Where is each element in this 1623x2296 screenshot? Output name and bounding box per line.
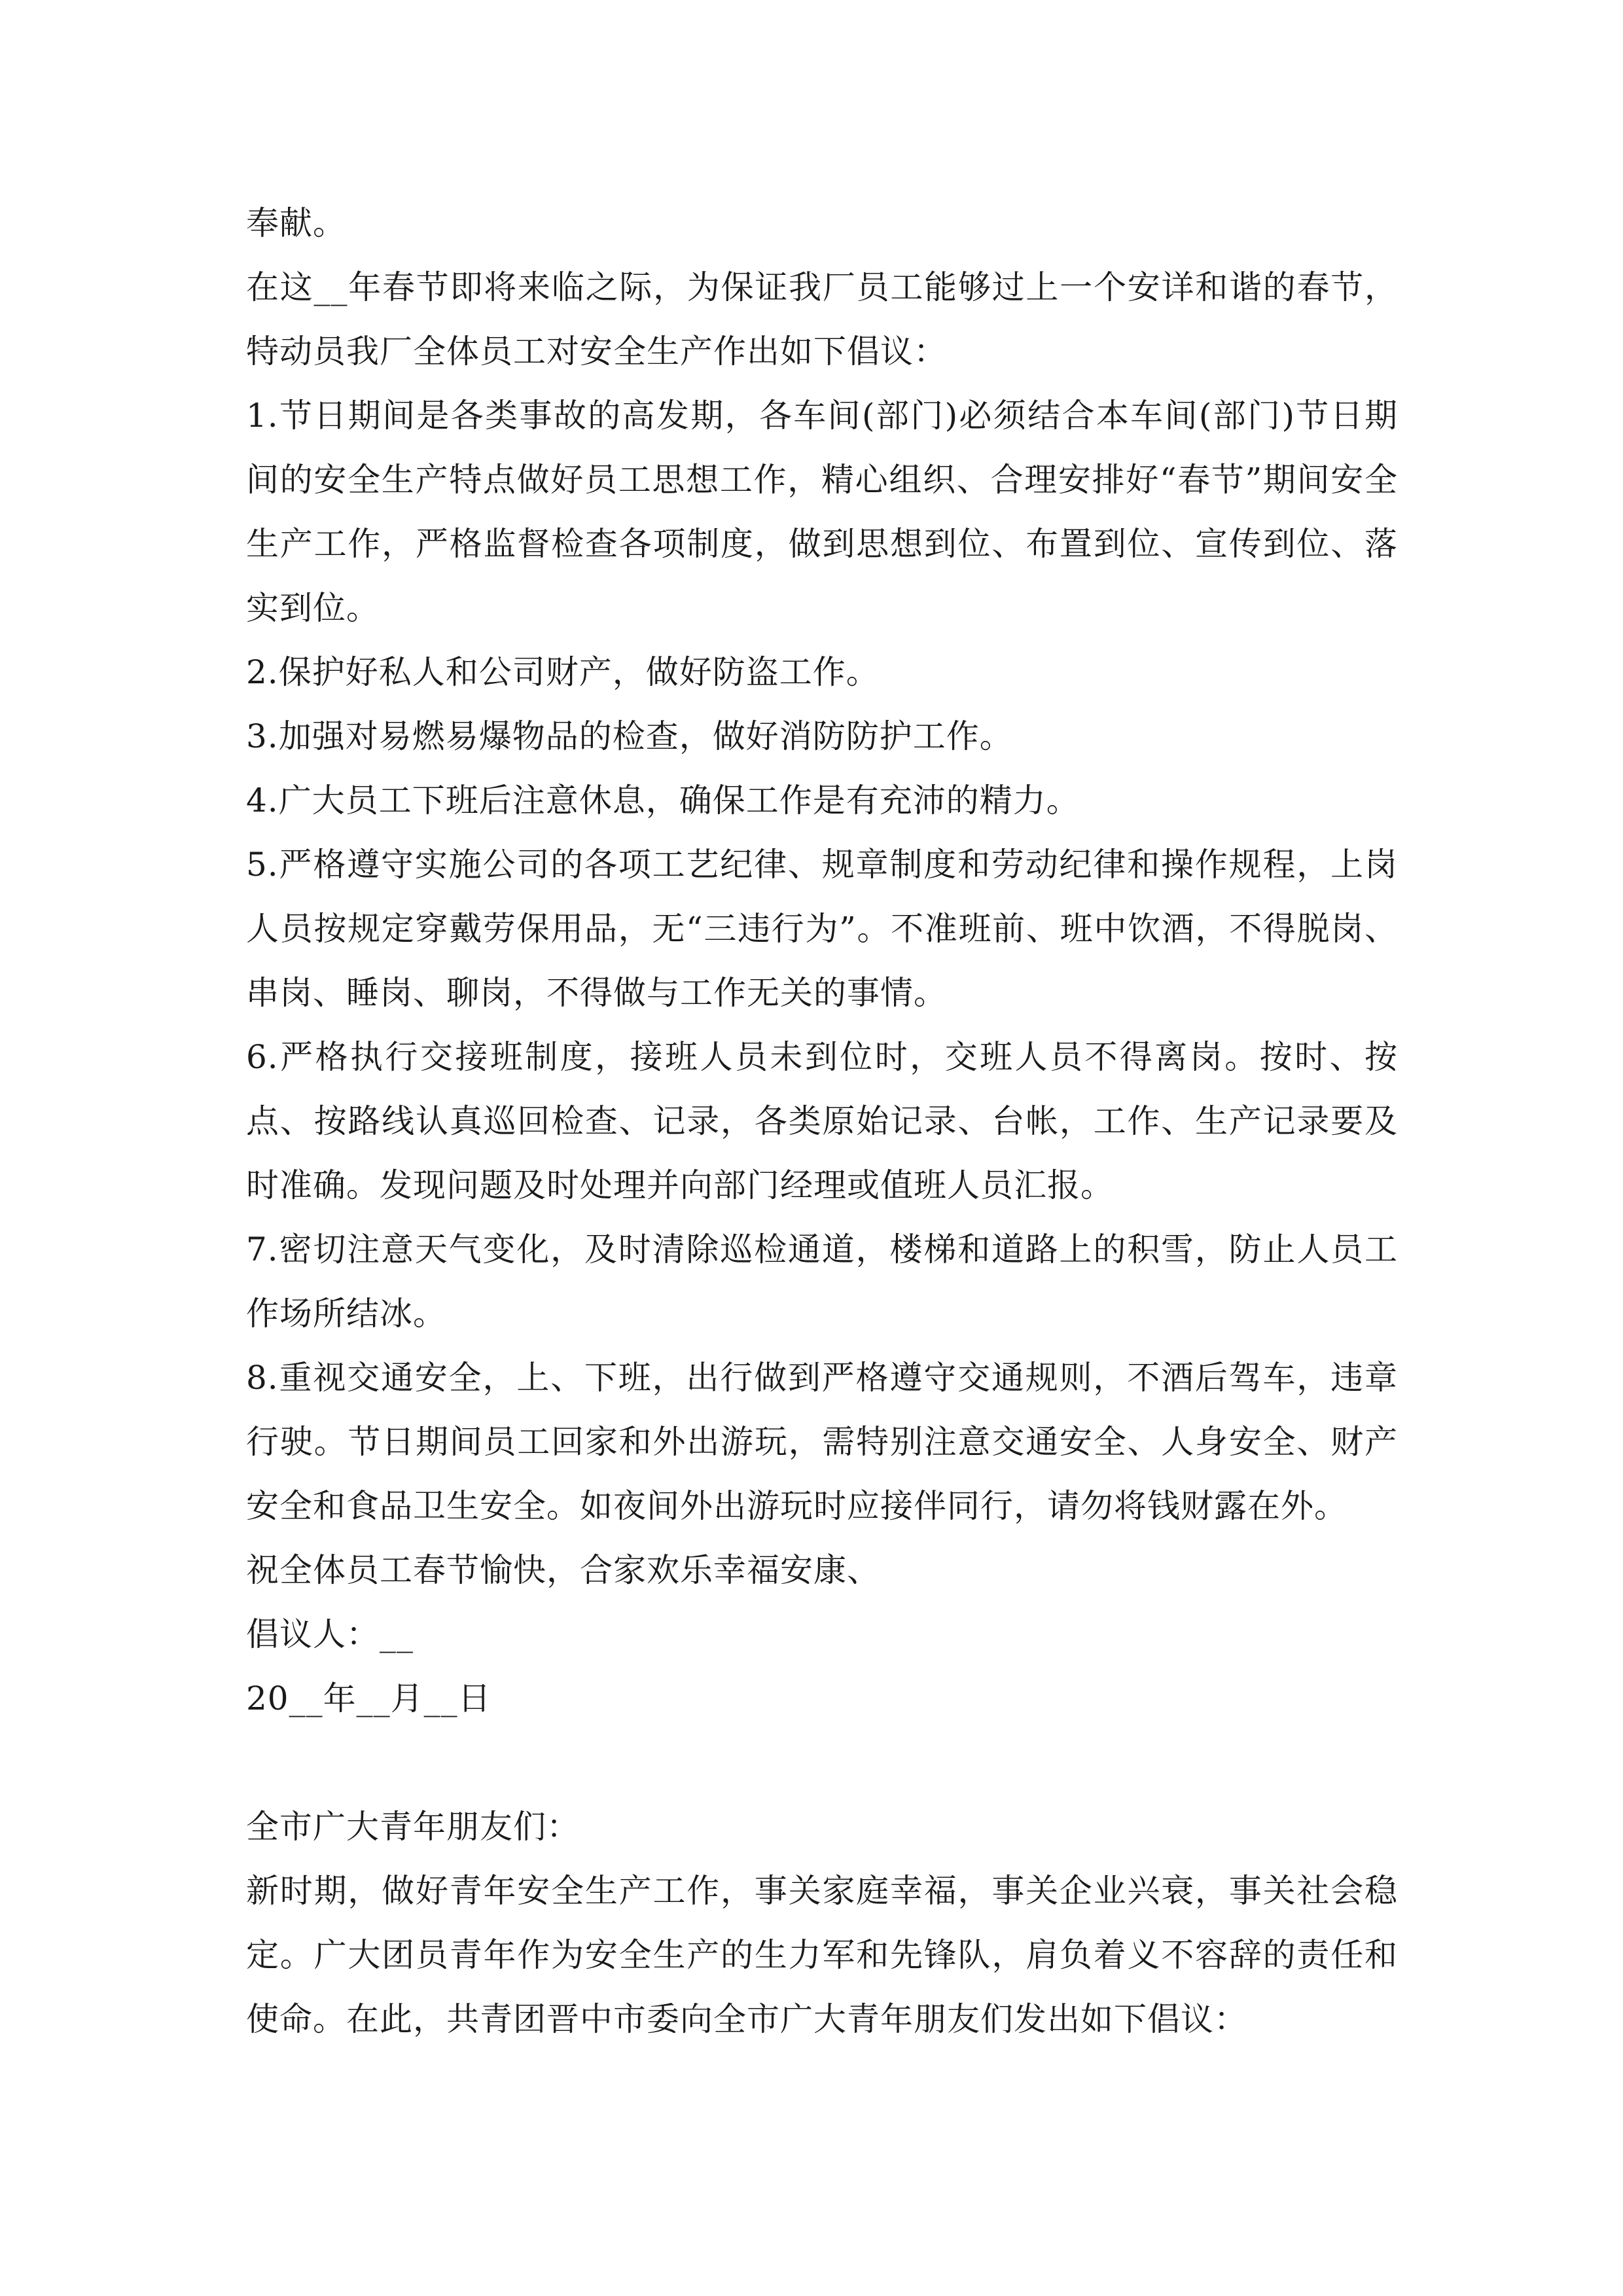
paragraph: 8.重视交通安全，上、下班，出行做到严格遵守交通规则，不酒后驾车，违章行驶。节日期间员工回家和外出游玩，需特别注意交通安全、人身安全、财产安全和食品卫生安全。如夜间外出游玩时应接伴同行，请勿将钱财露在外。 <box>246 1359 1398 1525</box>
signature-line: 倡议人：__ <box>246 1615 414 1653</box>
paragraph: 3.加强对易燃易爆物品的检查，做好消防防护工作。 <box>246 717 1013 755</box>
paragraph: 4.广大员工下班后注意休息，确保工作是有充沛的精力。 <box>246 781 1080 819</box>
paragraph: 6.严格执行交接班制度，接班人员未到位时，交班人员不得离岗。按时、按点、按路线认真巡回检查、记录，各类原始记录、台帐，工作、生产记录要及时准确。发现问题及时处理并向部门经理或值班人员汇报。 <box>246 1038 1398 1204</box>
date-line: 20__年__月__日 <box>246 1679 491 1717</box>
paragraph: 在这__年春节即将来临之际，为保证我厂员工能够过上一个安详和谐的春节，特动员我厂全体员工对安全生产作出如下倡议： <box>246 268 1398 370</box>
paragraph: 7.密切注意天气变化，及时清除巡检通道，楼梯和道路上的积雪，防止人员工作场所结冰。 <box>246 1230 1398 1333</box>
paragraph: 新时期，做好青年安全生产工作，事关家庭幸福，事关企业兴衰，事关社会稳定。广大团员青年作为安全生产的生力军和先锋队，肩负着义不容辞的责任和使命。在此，共青团晋中市委向全市广大青年朋友们发出如下倡议： <box>246 1872 1398 2038</box>
section-gap <box>246 1731 1398 1795</box>
document-body <box>246 191 1398 2051</box>
paragraph: 奉献。 <box>246 204 346 242</box>
paragraph: 1.节日期间是各类事故的高发期，各车间(部门)必须结合本车间(部门)节日期间的安全生产特点做好员工思想工作，精心组织、合理安排好“春节”期间安全生产工作，严格监督检查各项制度，做到思想到位、布置到位、宣传到位、落实到位。 <box>246 397 1398 627</box>
paragraph: 祝全体员工春节愉快，合家欢乐幸福安康、 <box>246 1551 880 1589</box>
paragraph: 2.保护好私人和公司财产，做好防盗工作。 <box>246 653 880 691</box>
paragraph: 5.严格遵守实施公司的各项工艺纪律、规章制度和劳动纪律和操作规程，上岗人员按规定穿戴劳保用品，无“三违行为”。不准班前、班中饮酒，不得脱岗、串岗、睡岗、聊岗，不得做与工作无关的事情。 <box>246 846 1398 1012</box>
salutation: 全市广大青年朋友们： <box>246 1808 580 1846</box>
